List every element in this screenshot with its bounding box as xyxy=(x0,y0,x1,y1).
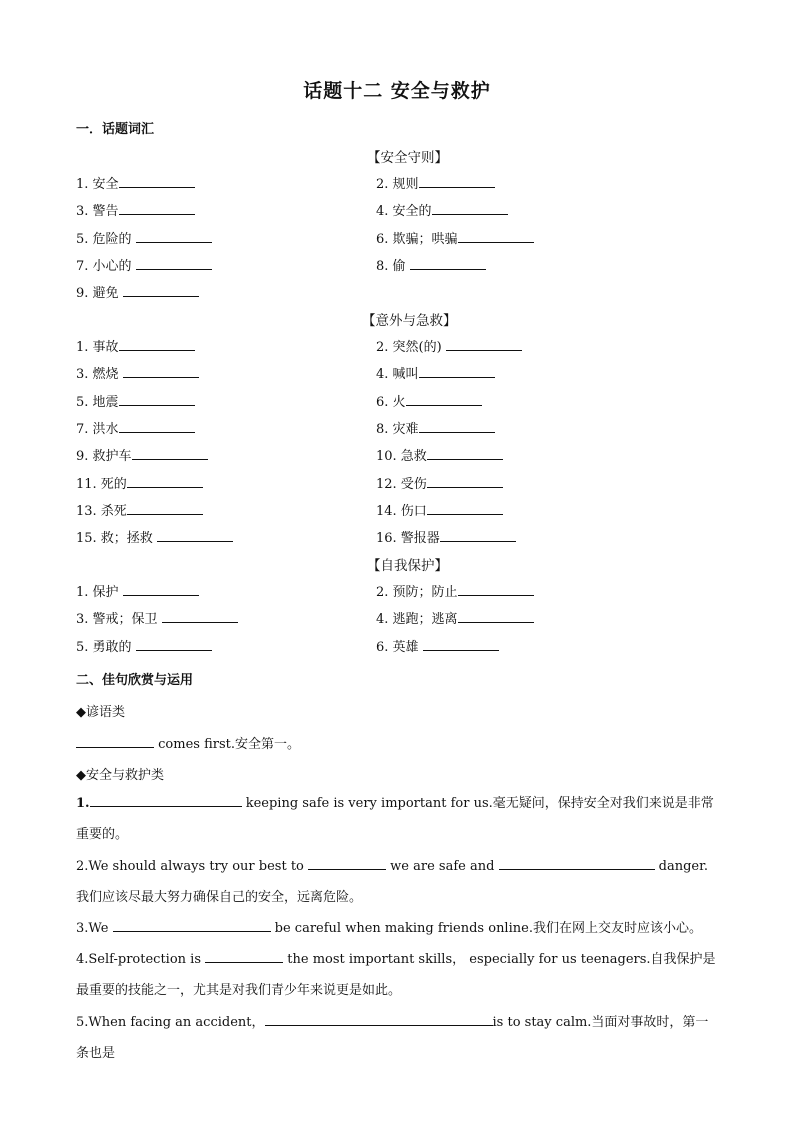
vocab-label: 10. 急救 xyxy=(376,449,427,465)
vocab-label: 4. 喊叫 xyxy=(376,367,419,383)
sentence-text: the most important skills， especially for us teenagers.自我保护是最重要的技能之一，尤其是对我们青少年来说更是如此。 xyxy=(76,952,716,998)
answer-blank[interactable] xyxy=(119,175,195,188)
vocab-item xyxy=(76,228,212,247)
vocab-label: 2. 规则 xyxy=(376,177,419,192)
answer-blank[interactable] xyxy=(136,230,212,243)
answer-blank[interactable] xyxy=(432,202,508,215)
vocab-item xyxy=(76,173,195,192)
answer-blank[interactable] xyxy=(419,420,495,433)
vocab-item xyxy=(76,200,195,219)
vocab-item xyxy=(376,473,503,492)
vocab-label: 7. 小心的 xyxy=(76,258,136,274)
vocab-label: 5. 勇敢的 xyxy=(76,639,136,655)
sentence-5 xyxy=(76,1007,718,1069)
vocab-label: 5. 危险的 xyxy=(76,231,136,247)
answer-blank[interactable] xyxy=(458,583,534,596)
proverb-text: comes first.安全第一。 xyxy=(154,737,300,752)
sentence-text: 2.We should always try our best to xyxy=(76,859,309,874)
answer-blank[interactable] xyxy=(76,735,154,748)
answer-blank[interactable] xyxy=(419,175,495,188)
section-heading-sentences: 二、佳句欣赏与运用 xyxy=(76,673,194,688)
answer-blank[interactable] xyxy=(123,583,199,596)
section-heading-vocabulary: 一．话题词汇 xyxy=(76,122,155,137)
answer-blank[interactable] xyxy=(427,447,503,460)
sentence-text: is to stay calm.当面对事故时，第一条也是 xyxy=(76,1015,709,1061)
vocab-item xyxy=(76,473,203,492)
answer-blank[interactable] xyxy=(119,338,195,351)
vocab-item xyxy=(376,363,495,382)
sentence-number: 1. xyxy=(76,796,90,811)
sentence-text: danger.我们应该尽最大努力确保自己的安全，远离危险。 xyxy=(76,859,709,905)
vocab-item xyxy=(376,581,534,600)
sentence-text: 4.Self-protection is xyxy=(76,952,206,967)
answer-blank[interactable] xyxy=(499,857,655,870)
vocab-label: 3. 警告 xyxy=(76,204,119,220)
vocab-label: 14. 伤口 xyxy=(376,503,427,519)
answer-blank[interactable] xyxy=(123,365,199,378)
vocab-label: 2. 突然(的) xyxy=(376,340,446,355)
answer-blank[interactable] xyxy=(423,638,499,651)
vocab-item xyxy=(76,581,199,600)
vocab-item xyxy=(76,363,199,382)
answer-blank[interactable] xyxy=(127,475,203,488)
vocab-item xyxy=(76,527,233,546)
answer-blank[interactable] xyxy=(205,950,283,963)
vocab-label: 9. 避免 xyxy=(76,286,123,302)
vocab-label: 16. 警报器 xyxy=(376,531,440,547)
sentence-text: we are safe and xyxy=(386,859,499,874)
vocab-item xyxy=(376,445,503,464)
vocab-item xyxy=(76,500,203,519)
answer-blank[interactable] xyxy=(119,393,195,406)
sentence-text: be careful when making friends online.我们在网上交友时应该小心。 xyxy=(270,921,702,936)
group-header-accident-first-aid: 【意外与急救】 xyxy=(362,313,457,329)
vocab-item xyxy=(376,255,486,274)
vocab-label: 3. 警戒；保卫 xyxy=(76,612,162,628)
vocab-label: 1. 安全 xyxy=(76,177,119,192)
answer-blank[interactable] xyxy=(90,794,242,807)
answer-blank[interactable] xyxy=(419,365,495,378)
vocab-label: 6. 英雄 xyxy=(376,639,423,655)
vocab-label: 4. 安全的 xyxy=(376,204,432,220)
group-header-safety-rules: 【安全守则】 xyxy=(367,150,448,166)
proverb-line xyxy=(76,733,300,752)
answer-blank[interactable] xyxy=(427,502,503,515)
answer-blank[interactable] xyxy=(136,257,212,270)
vocab-item xyxy=(376,527,516,546)
vocab-label: 11. 死的 xyxy=(76,476,127,492)
vocab-item xyxy=(376,391,482,410)
answer-blank[interactable] xyxy=(119,202,195,215)
vocab-item xyxy=(76,255,212,274)
vocab-label: 13. 杀死 xyxy=(76,503,127,519)
vocab-label: 15. 救；拯救 xyxy=(76,531,157,547)
vocab-label: 8. 灾难 xyxy=(376,421,419,437)
vocab-item xyxy=(76,445,208,464)
sentence-text: keeping safe is very important for us.毫无疑问，保持安全对我们来说是非常重要的。 xyxy=(76,796,714,842)
answer-blank[interactable] xyxy=(162,610,238,623)
vocab-item xyxy=(376,418,495,437)
vocab-label: 1. 保护 xyxy=(76,585,123,600)
answer-blank[interactable] xyxy=(119,420,195,433)
vocab-item xyxy=(376,636,499,655)
vocab-item xyxy=(76,418,195,437)
vocab-label: 7. 洪水 xyxy=(76,421,119,437)
sentence-2 xyxy=(76,851,718,913)
answer-blank[interactable] xyxy=(136,638,212,651)
sentence-text: 5.When facing an accident， xyxy=(76,1015,265,1030)
vocab-item xyxy=(76,336,195,355)
subheading-safety-rescue: ◆安全与救护类 xyxy=(76,768,164,783)
vocab-item xyxy=(76,282,199,301)
vocab-item xyxy=(376,173,495,192)
answer-blank[interactable] xyxy=(446,338,522,351)
answer-blank[interactable] xyxy=(157,529,233,542)
vocab-item xyxy=(376,608,534,627)
sentence-3 xyxy=(76,913,718,944)
vocab-item xyxy=(76,608,238,627)
vocab-label: 5. 地震 xyxy=(76,394,119,410)
answer-blank[interactable] xyxy=(127,502,203,515)
vocab-label: 9. 救护车 xyxy=(76,449,132,465)
answer-blank[interactable] xyxy=(458,610,534,623)
answer-blank[interactable] xyxy=(265,1013,493,1026)
answer-blank[interactable] xyxy=(308,857,386,870)
answer-blank[interactable] xyxy=(458,230,534,243)
answer-blank[interactable] xyxy=(440,529,516,542)
subheading-proverbs: ◆谚语类 xyxy=(76,705,125,720)
vocab-label: 8. 偷 xyxy=(376,258,410,274)
answer-blank[interactable] xyxy=(427,475,503,488)
page-title: 话题十二 安全与救护 xyxy=(303,80,491,102)
vocab-item xyxy=(376,500,503,519)
vocab-item xyxy=(376,200,508,219)
group-header-self-protection: 【自我保护】 xyxy=(367,558,448,574)
vocab-label: 6. 欺骗；哄骗 xyxy=(376,231,458,247)
vocab-item xyxy=(376,336,522,355)
vocab-item xyxy=(376,228,534,247)
vocab-item xyxy=(76,636,212,655)
answer-blank[interactable] xyxy=(123,284,199,297)
vocab-label: 1. 事故 xyxy=(76,340,119,355)
vocab-label: 6. 火 xyxy=(376,394,406,410)
vocab-item xyxy=(76,391,195,410)
sentence-4 xyxy=(76,944,718,1006)
answer-blank[interactable] xyxy=(406,393,482,406)
answer-blank[interactable] xyxy=(132,447,208,460)
answer-blank[interactable] xyxy=(410,257,486,270)
vocab-label: 4. 逃跑；逃离 xyxy=(376,612,458,628)
vocab-label: 2. 预防；防止 xyxy=(376,585,458,600)
answer-blank[interactable] xyxy=(113,919,271,932)
sentence-1 xyxy=(76,788,718,850)
sentence-text: 3.We xyxy=(76,921,113,936)
vocab-label: 3. 燃烧 xyxy=(76,367,123,383)
vocab-label: 12. 受伤 xyxy=(376,476,427,492)
